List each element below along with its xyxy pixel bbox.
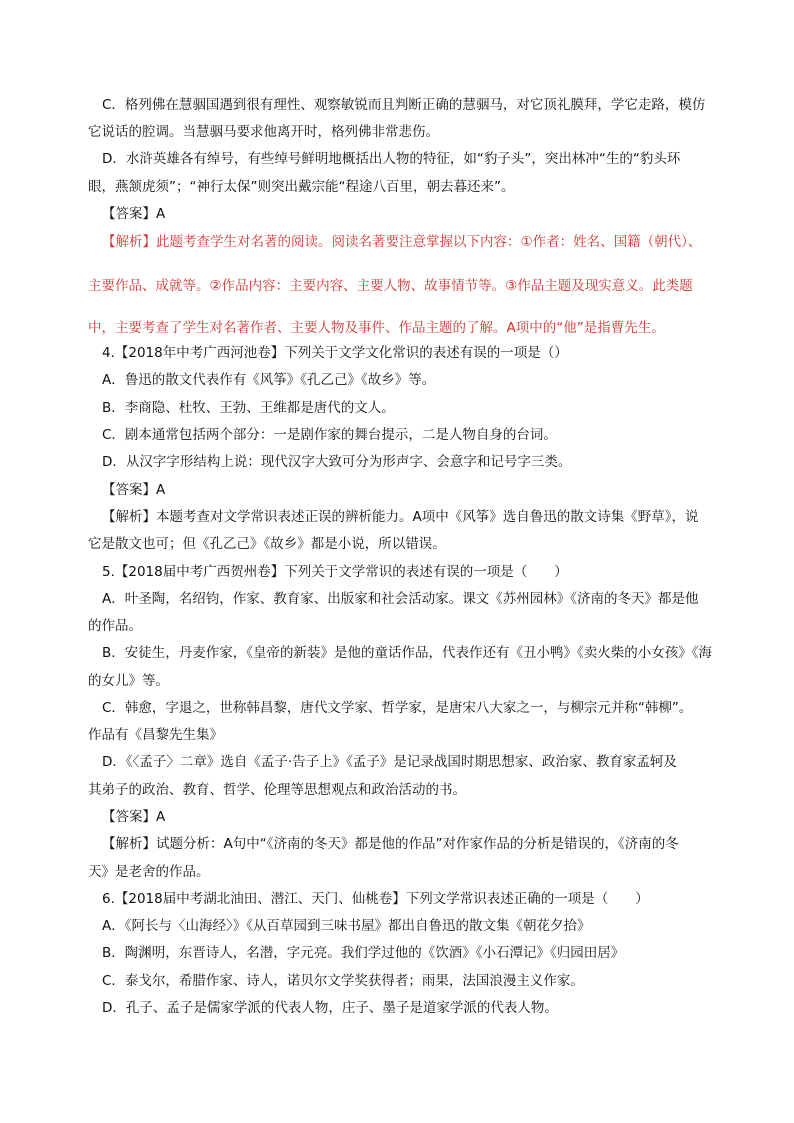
question-6-option-a: A．《阿长与〈山海经〉》《从百草园到三味书屋》都出自鲁迅的散文集《朝花夕拾》 bbox=[102, 918, 591, 934]
question-4-answer: 【答案】A bbox=[102, 482, 166, 498]
question-6-option-b: B．陶渊明，东晋诗人，名潜，字元亮。我们学过他的《饮酒》《小石潭记》《归园田居》 bbox=[102, 945, 625, 961]
question-4-option-d: D．从汉字字形结构上说：现代汉字大致可分为形声字、会意字和记号字三类。 bbox=[102, 454, 572, 470]
question-5-title: 5.【2018届中考广西贺州卷】下列关于文学常识的表述有误的一项是（ ） bbox=[102, 564, 568, 580]
option-d-line-2: 眼，燕颔虎须”；“神行太保”则突出戴宗能“程途八百里，朝去暮还来”。 bbox=[88, 179, 515, 195]
analysis-line-1: 【解析】此题考查学生对名著的阅读。阅读名著要注意掌握以下内容：①作者：姓名、国籍（朝代）、 bbox=[102, 234, 702, 250]
question-6-option-d: D．孔子、孟子是儒家学派的代表人物，庄子、墨子是道家学派的代表人物。 bbox=[102, 1000, 558, 1016]
analysis-line-3: 中，主要考查了学生对名著作者、主要人物及事件、作品主题的了解。A项中的“他”是指曹先生。 bbox=[88, 320, 665, 336]
option-c-line-2: 它说话的腔调。当慧骃马要求他离开时，格列佛非常悲伤。 bbox=[88, 124, 439, 140]
question-5-option-d-2: 其弟子的政治、教育、哲学、伦理等思想观点和政治活动的书。 bbox=[88, 782, 466, 798]
question-4-title: 4.【2018年中考广西河池卷】下列关于文学文化常识的表述有误的一项是（） bbox=[102, 345, 568, 361]
question-5-option-b-2: 的女儿》等。 bbox=[88, 673, 169, 689]
question-5-analysis-1: 【解析】试题分析：A句中“《济南的冬天》都是他的作品”对作家作品的分析是错误的，《济南的冬 bbox=[102, 836, 679, 852]
question-5-answer: 【答案】A bbox=[102, 809, 166, 825]
question-6-option-c: C．泰戈尔，希腊作家、诗人，诺贝尔文学奖获得者；雨果，法国浪漫主义作家。 bbox=[102, 973, 584, 989]
question-6-title: 6.【2018届中考湖北油田、潜江、天门、仙桃卷】下列文学常识表述正确的一项是（ ） bbox=[102, 891, 649, 907]
question-4-option-c: C．剧本通常包括两个部分：一是剧作家的舞台提示，二是人物自身的台词。 bbox=[102, 427, 557, 443]
question-5-option-d-1: D．《〈孟子〉二章》选自《孟子·告子上》《孟子》是记录战国时期思想家、政治家、教育家孟轲及 bbox=[102, 754, 677, 770]
answer-label: 【答案】A bbox=[102, 206, 166, 222]
question-5-option-c-2: 作品有《昌黎先生集》 bbox=[88, 727, 223, 743]
question-5-option-c-1: C．韩愈，字退之，世称韩昌黎，唐代文学家、哲学家，是唐宋八大家之一，与柳宗元并称“韩柳”。 bbox=[102, 700, 693, 716]
question-4-option-a: A．鲁迅的散文代表作有《风筝》《孔乙己》《故乡》等。 bbox=[102, 372, 436, 388]
question-5-analysis-2: 天》是老舍的作品。 bbox=[88, 864, 210, 880]
option-c-line-1: C．格列佛在慧骃国遇到很有理性、观察敏锐而且判断正确的慧骃马，对它顶礼膜拜，学它走路，模仿 bbox=[102, 97, 706, 113]
question-4-option-b: B．李商隐、杜牧、王勃、王维都是唐代的文人。 bbox=[102, 400, 395, 416]
question-4-analysis-1: 【解析】本题考查对文学常识表述正误的辨析能力。A项中《风筝》选自鲁迅的散文诗集《野草》，说 bbox=[102, 509, 699, 525]
question-5-option-a-1: A．叶圣陶，名绍钧，作家、教育家、出版家和社会活动家。课文《苏州园林》《济南的冬天》都是他 bbox=[102, 591, 699, 607]
question-5-option-a-2: 的作品。 bbox=[88, 618, 142, 634]
analysis-line-2: 主要作品、成就等。②作品内容：主要内容、主要人物、故事情节等。③作品主题及现实意义。此类题 bbox=[88, 278, 693, 294]
question-5-option-b-1: B．安徒生，丹麦作家，《皇帝的新装》是他的童话作品，代表作还有《丑小鸭》《卖火柴的小女孩》《海 bbox=[102, 645, 713, 661]
question-4-analysis-2: 它是散文也可；但《孔乙己》《故乡》都是小说，所以错误。 bbox=[88, 536, 446, 552]
option-d-line-1: D．水浒英雄各有绰号，有些绰号鲜明地概括出人物的特征，如“豹子头”，突出林冲“生的“豹头环 bbox=[102, 151, 681, 167]
